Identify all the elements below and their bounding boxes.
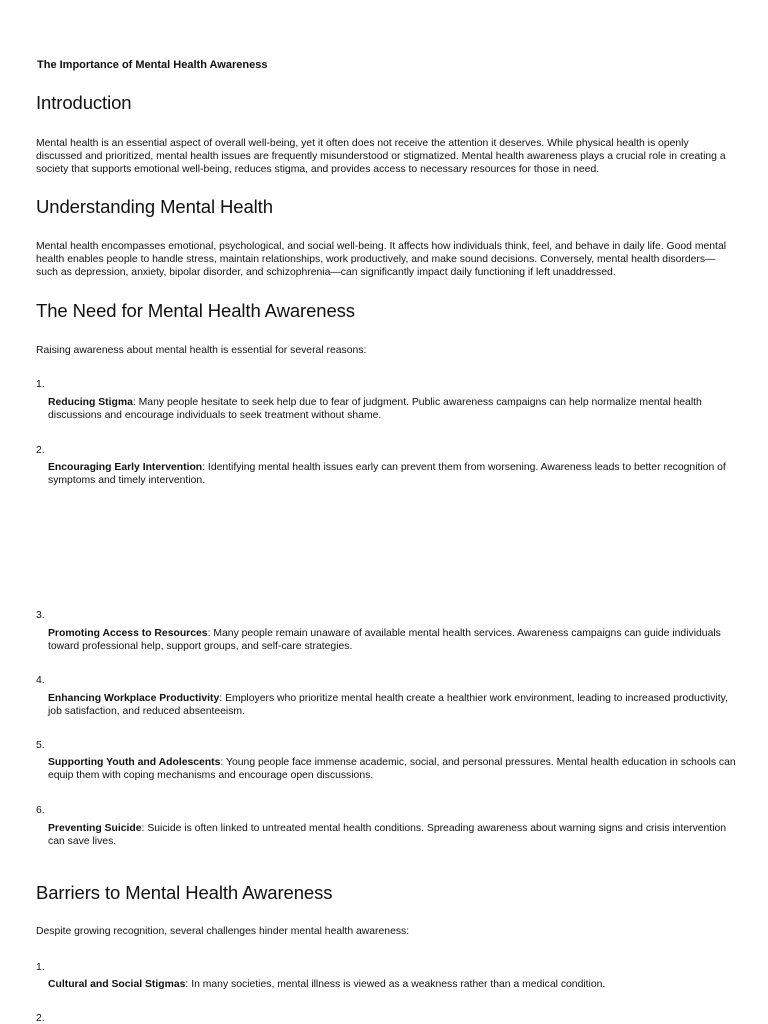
list-item-number: 2. (36, 1013, 45, 1024)
list-item-text: : Identifying mental health issues early can prevent them from worsening. Awareness leads to better recognition of symptoms and timely intervention. (48, 462, 726, 486)
list-item (48, 397, 738, 423)
list-item-term: Encouraging Early Intervention (48, 462, 203, 473)
paragraph-need-intro: Raising awareness about mental health is essential for several reasons: (36, 345, 367, 356)
list-item-number: 4. (36, 675, 45, 686)
paragraph-introduction: Mental health is an essential aspect of overall well-being, yet it often does not receive the attention it deserves. While physical health is openly discussed and prioritized, mental health issues are frequently misunderstood or stigmatized. Mental health awareness plays a crucial role in creating a society that supports emotional well-being, reduces stigma, and provides access to necessary resources for those in need. (36, 138, 726, 175)
list-item-term: Enhancing Workplace Productivity (48, 693, 220, 704)
list-item-text: : Suicide is often linked to untreated mental health conditions. Spreading awareness about warning signs and crisis intervention can save lives. (48, 823, 727, 847)
list-item-term: Cultural and Social Stigmas (48, 979, 186, 990)
list-item (48, 462, 738, 488)
list-item (48, 693, 738, 719)
paragraph-understanding: Mental health encompasses emotional, psychological, and social well-being. It affects how individuals think, feel, and behave in daily life. Good mental health enables people to handle stress, maintain relationships, work productively, and make sound decisions. Conversely, mental health disorders—such as depression, anxiety, bipolar disorder, and schizophrenia—can significantly impact daily functioning if left unaddressed. (36, 241, 727, 278)
list-item-text: : Young people face immense academic, social, and personal pressures. Mental health education in schools can equip them with coping mechanisms and encourage open discussions. (48, 757, 736, 781)
list-item (48, 823, 738, 849)
list-item (48, 979, 738, 992)
list-item-number: 1. (36, 379, 45, 390)
list-item-number: 3. (36, 610, 45, 621)
list-item-text: : Many people hesitate to seek help due to fear of judgment. Public awareness campaigns can help normalize mental health discussions and encourage individuals to seek treatment without shame. (48, 397, 702, 421)
list-item-term: Preventing Suicide (48, 823, 142, 834)
list-item-term: Promoting Access to Resources (48, 628, 208, 639)
heading-barriers: Barriers to Mental Health Awareness (36, 882, 333, 903)
list-item (48, 628, 738, 654)
list-item-text: : In many societies, mental illness is viewed as a weakness rather than a medical condition. (185, 979, 606, 990)
paragraph-barriers-intro: Despite growing recognition, several challenges hinder mental health awareness: (36, 926, 410, 937)
list-item-number: 5. (36, 740, 45, 751)
list-item (48, 757, 738, 783)
list-item-text: : Many people remain unaware of available mental health services. Awareness campaigns can guide individuals toward professional help, support groups, and self-care strategies. (48, 628, 721, 652)
list-item-term: Supporting Youth and Adolescents (48, 757, 221, 768)
heading-understanding: Understanding Mental Health (36, 196, 273, 217)
document-title: The Importance of Mental Health Awareness (37, 59, 268, 71)
list-item-text: : Employers who prioritize mental health create a healthier work environment, leading to increased productivity, job satisfaction, and reduced absenteeism. (48, 693, 728, 717)
list-item-term: Reducing Stigma (48, 397, 133, 408)
heading-introduction: Introduction (36, 92, 132, 113)
heading-need: The Need for Mental Health Awareness (36, 300, 355, 321)
list-item-number: 2. (36, 445, 45, 456)
list-item-number: 6. (36, 805, 45, 816)
list-item-number: 1. (36, 962, 45, 973)
